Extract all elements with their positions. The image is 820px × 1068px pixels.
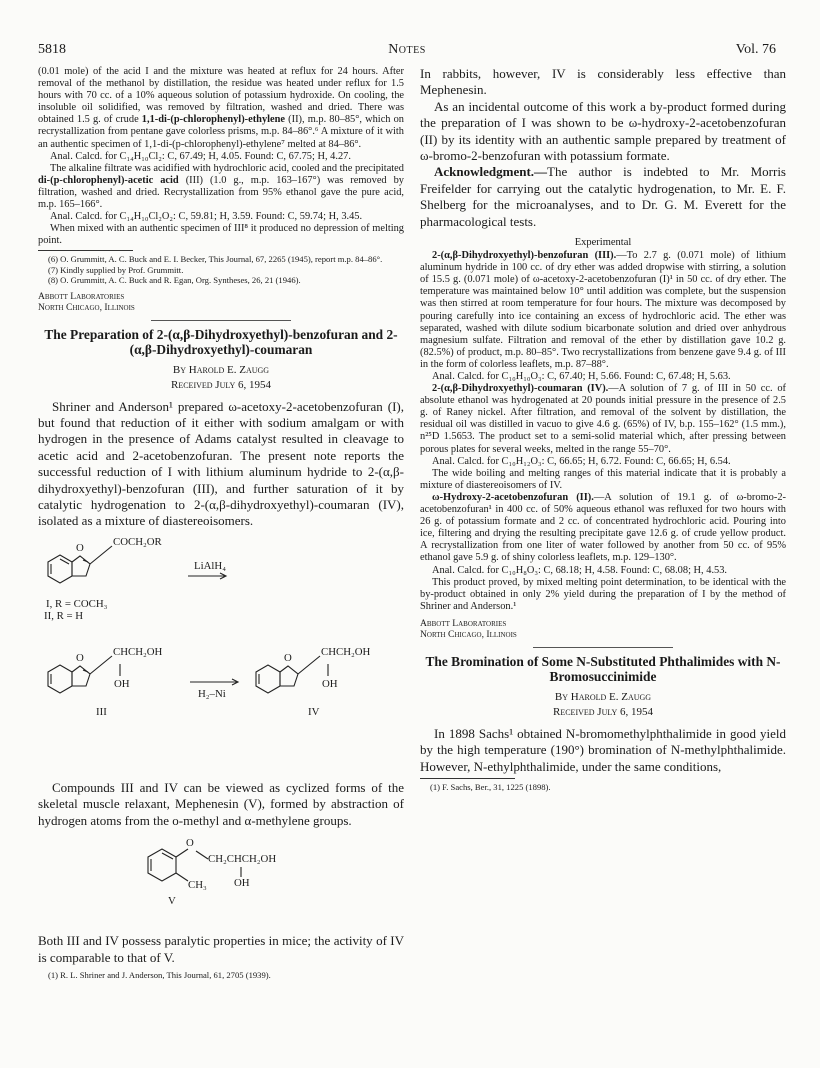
ether-oxygen: O <box>186 837 194 850</box>
footnote-rule <box>38 250 133 251</box>
footnote: (6) O. Grummitt, A. C. Buck and E. I. Becker, This Journal, 67, 2265 (1945), report m.p. 84–86°. <box>48 254 383 265</box>
r-group-label: II, R = H <box>44 609 84 622</box>
ring-oxygen: O <box>76 651 84 664</box>
author-line: By Harold E. Zaugg <box>554 690 652 703</box>
hydroxyl-label: OH <box>234 877 250 890</box>
paragraph: This product proved, by mixed melting point determination, to be identical with the by-product obtained in only 2% yield during the preparation of I by the method of Shriner and Anderson.¹ <box>420 576 786 612</box>
footnote: (1) F. Sachs, Ber., 31, 1225 (1898). <box>430 782 551 793</box>
hydroxyl-label: OH <box>322 677 338 690</box>
affiliation-city: North Chicago, Illinois <box>420 628 517 640</box>
footnote-rule <box>420 778 515 779</box>
procedure: 2-(α,β-Dihydroxyethyl)-benzofuran (III).—To 2.7 g. (0.071 mole) of lithium aluminum hydride in 100 cc. of dry ether was added dropwise with stirring, a solution of 15.5 g. (0.071 mole) of ω-acetoxy-2-acetobenzofuran (I)¹ in 50 cc. of dry ether. The temperature was maintained below 10° until addition was complete, but the suspension was then stirred at room temperature for four hours. The mixture was decomposed by pouring carefully into ice containing an excess of hydrochloric acid. The ether was separated, washed with dilute sodium bicarbonate solution and dried over anhydrous magnesium sulfate. Filtration and removal of the ether by distillation gave 10.2 g. (82.5%) of product, m.p. 80–85°. Two recrystallizations from benzene gave 9.4 g. of III in the form of colorless leaflets, m.p. 87–88°. <box>420 250 786 370</box>
compound-label: V <box>168 895 176 908</box>
ring-oxygen: O <box>284 651 292 664</box>
affiliation-city: North Chicago, Illinois <box>38 301 135 313</box>
footnote: (7) Kindly supplied by Prof. Grummitt. <box>48 264 184 275</box>
intro-paragraph: Shriner and Anderson¹ prepared ω-acetoxy-2-acetobenzofuran (I), but found that reduction of it either with sodium amalgam or with hydrogen in the presence of Adams catalyst resulted in cleavage to acetic acid and 2-acetobenzofuran. The present note reports the successful reduction of I with lithium aluminum hydride to 2-(α,β-dihydroxyethyl)-benzofuran (III), and further saturation of it by catalytic hydrogenation to 2-(α,β-dihydroxyethyl)-coumaran (IV), isolated as a mixture of diastereoisomers. <box>38 398 404 529</box>
section-heading: Experimental <box>574 237 632 249</box>
article-title: The Preparation of 2-(α,β-Dihydroxyethyl)-benzofuran and 2-(α,β-Dihydroxyethyl)-coumaran <box>44 326 398 357</box>
right-column <box>420 66 786 793</box>
paragraph: The alkaline filtrate was acidified with hydrochloric acid, cooled and the precipitated di-(p-chlorophenyl)-acetic acid (III) (1.0 g., m.p. 163–167°) was removed by filtration, washed and dried. Recrystallization from 95% ethanol gave the pure acid, m.p. 165–166°. <box>38 162 404 211</box>
compound-label: III <box>96 705 107 718</box>
intro-paragraph: In 1898 Sachs¹ obtained N-bromomethylphthalimide in good yield by the high temperature (190°) bromination of N-methylphthalimide. However, N-ethylphthalimide, under the same conditions, <box>420 725 786 774</box>
paragraph: The wide boiling and melting ranges of this material indicate that it is probably a mixture of diastereoisomers of IV. <box>420 467 786 491</box>
analysis-line: Anal. Calcd. for C₁₀H₈O₃: C, 68.18; H, 4.58. Found: C, 68.08; H, 4.53. <box>432 564 728 576</box>
reaction-scheme <box>38 532 404 778</box>
reagent-label: H₂–Ni <box>198 687 226 700</box>
hydroxyl-label: OH <box>114 677 130 690</box>
reagent-label: LiAlH₄ <box>194 559 226 572</box>
page-number: 5818 <box>38 42 66 57</box>
left-column <box>38 66 404 980</box>
article-title: The Bromination of Some N-Substituted Phthalimides with N-Bromosuccinimide <box>425 653 781 684</box>
footnote: (1) R. L. Shriner and J. Anderson, This Journal, 61, 2705 (1939). <box>48 969 271 980</box>
affiliation: Abbott Laboratories <box>420 617 507 629</box>
affiliation: Abbott Laboratories <box>38 290 125 302</box>
analysis-line: Anal. Calcd. for C₁₄H₁₀Cl₂: C, 67.49; H, 4.05. Found: C, 67.75; H, 4.27. <box>50 150 351 162</box>
paragraph: As an incidental outcome of this work a by-product formed during the preparation of I was shown to be ω-hydroxy-2-acetobenzofuran (II) by its identity with an authentic sample prepared by treatment of ω-bromo-2-benzofuran with potassium formate. <box>420 98 786 164</box>
procedure: 2-(α,β-Dihydroxyethyl)-coumaran (IV).—A solution of 7 g. of III in 50 cc. of absolute ethanol was hydrogenated at 20 pounds initial pressure in the presence of 2.5 g. of Raney nickel. After filtration, and removal of the solvent by distillation, the residual oil was distilled in vacuo to give 4.6 g. (65%) of IV, b.p. 155–162° (1.5 mm.), n²⁵D 1.5653. The product set to a semi-solid material which, after pressing between porous plates for several weeks, melted in the range 55–70°. <box>420 383 787 455</box>
volume-label: Vol. 76 <box>735 42 776 57</box>
footnote: (8) O. Grummitt, A. C. Buck and R. Egan, Org. Syntheses, 26, 21 (1946). <box>48 275 301 286</box>
procedure: ω-Hydroxy-2-acetobenzofuran (II).—A solution of 19.1 g. of ω-bromo-2-acetobenzofuran¹ in 400 cc. of 50% aqueous ethanol was refluxed for two hours with 26 g. of potassium formate and 2 cc. of concentrated hydrochloric acid. Pouring into ice, filtering and drying the resulting precipitate gave 12.6 g. of crude yellow product. A recrystallization from one liter of water followed by another from 50 cc. of 95% ethanol gave 5.9 g. of shiny colorless leaflets, m.p. 129–130°. <box>420 491 786 564</box>
received-line: Received July 6, 1954 <box>171 378 271 391</box>
methyl-label: CH₃ <box>188 879 207 892</box>
mephenesin-drawing <box>38 829 404 933</box>
paragraph: Compounds III and IV can be viewed as cyclized forms of the skeletal muscle relaxant, Mephenesin (V), formed by abstraction of hydrogen atoms from the o-methyl and α-methylene groups. <box>38 779 404 828</box>
substituent-label: CHCH₂OH <box>113 645 163 658</box>
analysis-line: Anal. Calcd. for C₁₀H₁₀O₃: C, 67.40; H, 5.66. Found: C, 67.48; H, 5.63. <box>432 371 731 382</box>
paragraph: Both III and IV possess paralytic properties in mice; the activity of IV is comparable to that of V. <box>38 933 404 965</box>
mephenesin-structure <box>38 829 404 933</box>
substituent-label: CHCH₂OH <box>321 645 371 658</box>
compound-label: IV <box>308 705 320 718</box>
analysis-line: Anal. Calcd. for C₁₄H₁₀Cl₂O₂: C, 59.81; H, 3.59. Found: C, 59.74; H, 3.45. <box>50 211 363 223</box>
paragraph: In rabbits, however, IV is considerably less effective than Mephenesin. <box>420 66 786 98</box>
paragraph: When mixed with an authentic specimen of III⁸ it produced no depression of melting point. <box>38 223 404 247</box>
r-group-label: I, R = COCH₃ <box>46 597 108 610</box>
received-line: Received July 6, 1954 <box>553 705 653 718</box>
acknowledgment: Acknowledgment.—The author is indebted to Mr. Morris Freifelder for carrying out the catalytic hydrogenation, to Mr. E. F. Shelberg for the microanalyses, and to Dr. G. M. Everett for the pharmacological tests. <box>420 164 786 229</box>
analysis-line: Anal. Calcd. for C₁₀H₁₂O₃: C, 66.65; H, 6.72. Found: C, 66.65; H, 6.54. <box>432 455 731 467</box>
article-separator <box>533 647 673 648</box>
page-header <box>38 42 776 62</box>
substituent-label: COCH₂OR <box>113 535 162 548</box>
article-separator <box>151 320 291 321</box>
running-title: Notes <box>388 42 426 57</box>
paragraph: (0.01 mole) of the acid I and the mixture was heated at reflux for 24 hours. After removal of the methanol by distillation, the residue was heated under reflux for 1.5 hours with 70 cc. of a 10% aqueous solution of potassium hydroxide. On cooling, the insoluble oil solidified, was removed by filtration, washed and dried. There was obtained 1.5 g. of crude 1,1-di-(p-chlorophenyl)-ethylene (II), m.p. 80–85°, which on recrystallization from pentane gave colorless prisms, m.p. 84–86°.⁶ A mixture of it with an authentic specimen of 1,1-di-(p-chlorophenyl)-ethylene⁷ melted at 84–86°. <box>38 66 404 150</box>
ring-oxygen: O <box>76 541 84 554</box>
side-chain-label: CH₂CHCH₂OH <box>208 853 277 866</box>
author-line: By Harold E. Zaugg <box>172 363 270 376</box>
